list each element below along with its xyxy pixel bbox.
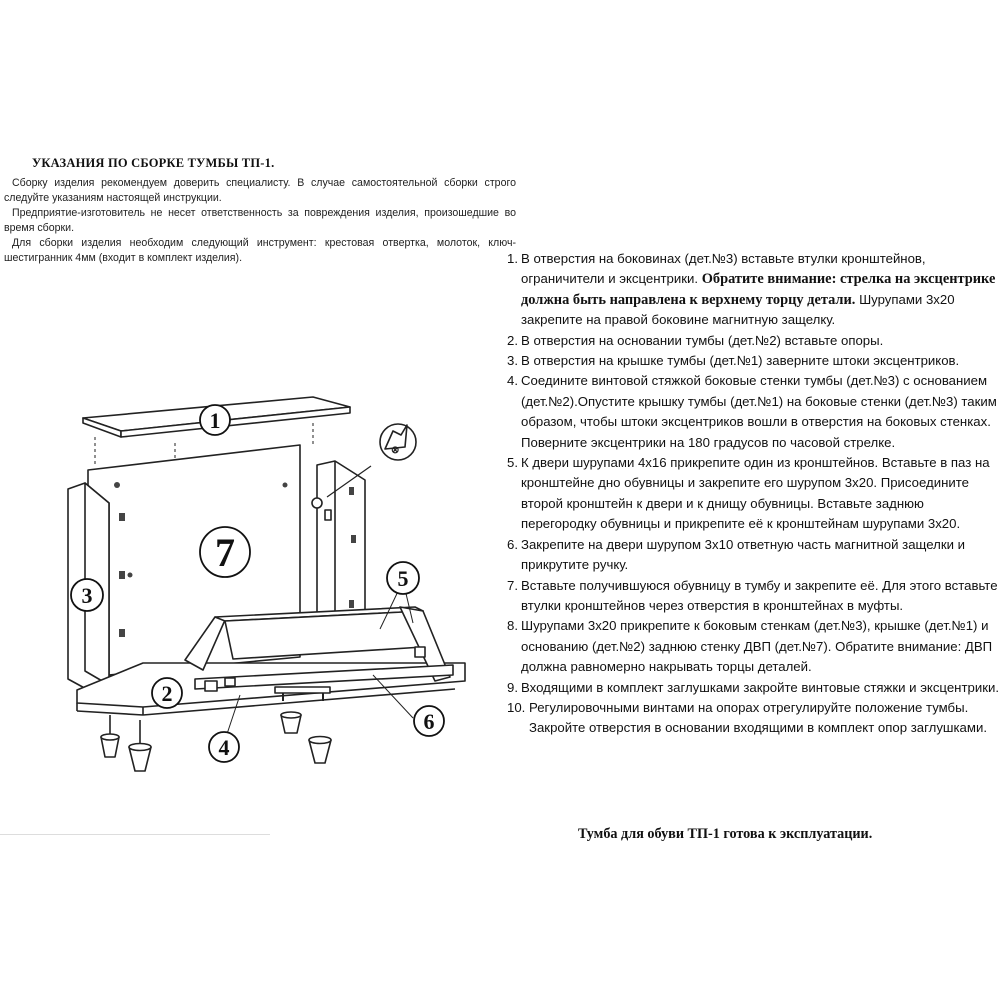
step-item (507, 371, 1000, 453)
part-label: 1 (209, 408, 221, 433)
step-text: В отверстия на основании тумбы (дет.№2) вставьте опоры. (521, 332, 884, 348)
step-item (507, 331, 1000, 351)
assembly-drawing (55, 385, 500, 785)
step-warning: Обратите внимание: стрелка на эксцентрике должна быть направлена к верхнему торцу детали. (521, 271, 996, 308)
step-text: Закрепите на двери шурупом 3х10 ответную часть магнитной защелки и прикрутите ручку. (521, 536, 966, 573)
foot-left-2 (129, 720, 151, 771)
step-item (507, 576, 1000, 617)
step-text: Соедините винтовой стяжкой боковые стенки тумбы (дет.№3) с основанием (дет.№2).Опустите крышку тумбы (дет.№1) на боковые стенки (дет.№3) таким образом, чтобы штоки эксцентриков вошли в отверстия на боковых стенках. Поверните эксцентрики на 180 градусов по часовой стрелке. (521, 373, 997, 450)
final-note: Тумба для обуви ТП-1 готова к эксплуатации. (578, 826, 873, 842)
step-number: 7. (507, 577, 518, 593)
step-number: 4. (507, 373, 518, 389)
part-label: 6 (423, 709, 435, 734)
step-number: 8. (507, 618, 518, 634)
foot-right-2 (309, 737, 331, 764)
document-title: УКАЗАНИЯ ПО СБОРКЕ ТУМБЫ ТП-1. (32, 156, 275, 170)
handle (275, 687, 330, 693)
part-right-side (317, 461, 365, 630)
intro-paragraph: Предприятие-изготовитель не несет ответственность за повреждения изделия, произошедшие во время сборки. (4, 207, 516, 234)
step-text: Регулировочными винтами на опорах отрегулируйте положение тумбы. Закройте отверстия в основании входящими в комплект опор заглушками. (529, 699, 987, 736)
part-label: 4 (218, 735, 230, 760)
step-text: В отверстия на крышке тумбы (дет.№1) заверните штоки эксцентриков. (521, 353, 960, 369)
step-text: В отверстия на боковинах (дет.№3) вставьте втулки кронштейнов, ограничители и эксцентрики. (521, 251, 926, 287)
part-label: 5 (397, 566, 409, 591)
step-number: 3. (507, 353, 518, 369)
foot-right (281, 712, 301, 733)
part-label: 2 (161, 681, 173, 706)
part-label: 3 (81, 583, 93, 608)
step-item (507, 453, 1000, 535)
step-number: 10. (507, 699, 526, 715)
intro-section (4, 156, 516, 266)
step-text: Шурупами 3х20 прикрепите к боковым стенкам (дет.№3), крышке (дет.№1) и основанию (дет.№2) заднюю стенку ДВП (дет.№7). Обратите внимание: ДВП должна равномерно накрывать торцы деталей. (521, 618, 993, 675)
svg-text:⊗: ⊗ (391, 445, 400, 456)
intro-paragraph: Для сборки изделия необходим следующий инструмент: крестовая отвертка, молоток, ключ-шестигранник 4мм (входит в комплект изделия). (4, 237, 516, 264)
step-item (507, 678, 1000, 698)
step-number: 9. (507, 679, 518, 695)
step-item (507, 616, 1000, 677)
step-text: Вставьте получившуюся обувницу в тумбу и закрепите её. Для этого вставьте втулки кронштейнов через отверстия в кронштейнах в муфты. (521, 577, 998, 613)
step-text: Входящими в комплект заглушками закройте винтовые стяжки и эксцентрики. (521, 679, 999, 695)
assembly-diagram (55, 385, 500, 785)
step-text: Шурупами 3х20 закрепите на правой боковине магнитную защелку. (521, 291, 955, 328)
step-text: К двери шурупами 4х16 прикрепите один из кронштейнов. Вставьте в паз на кронштейне дно обувницы и закрепите его шурупом 3х20. Присоедините второй кронштейн к двери и к днищу обувницы. Вставьте заднюю перегородку обувницы и прикрепите её к кронштейнам шурупами 3х20. (521, 455, 990, 532)
step-number: 1. (507, 251, 518, 266)
divider (0, 834, 270, 835)
step-item (507, 249, 1000, 331)
part-label: 7 (215, 530, 235, 575)
step-number: 6. (507, 536, 518, 552)
step-item (507, 698, 1000, 739)
assembly-steps (507, 249, 1000, 739)
step-item (507, 351, 1000, 371)
step-number: 5. (507, 455, 518, 471)
foot-left (101, 715, 119, 757)
step-number: 2. (507, 332, 518, 348)
intro-paragraph: Сборку изделия рекомендуем доверить специалисту. В случае самостоятельной сборки строго следуйте указаниям настоящей инструкции. (4, 177, 516, 204)
step-item (507, 535, 1000, 576)
